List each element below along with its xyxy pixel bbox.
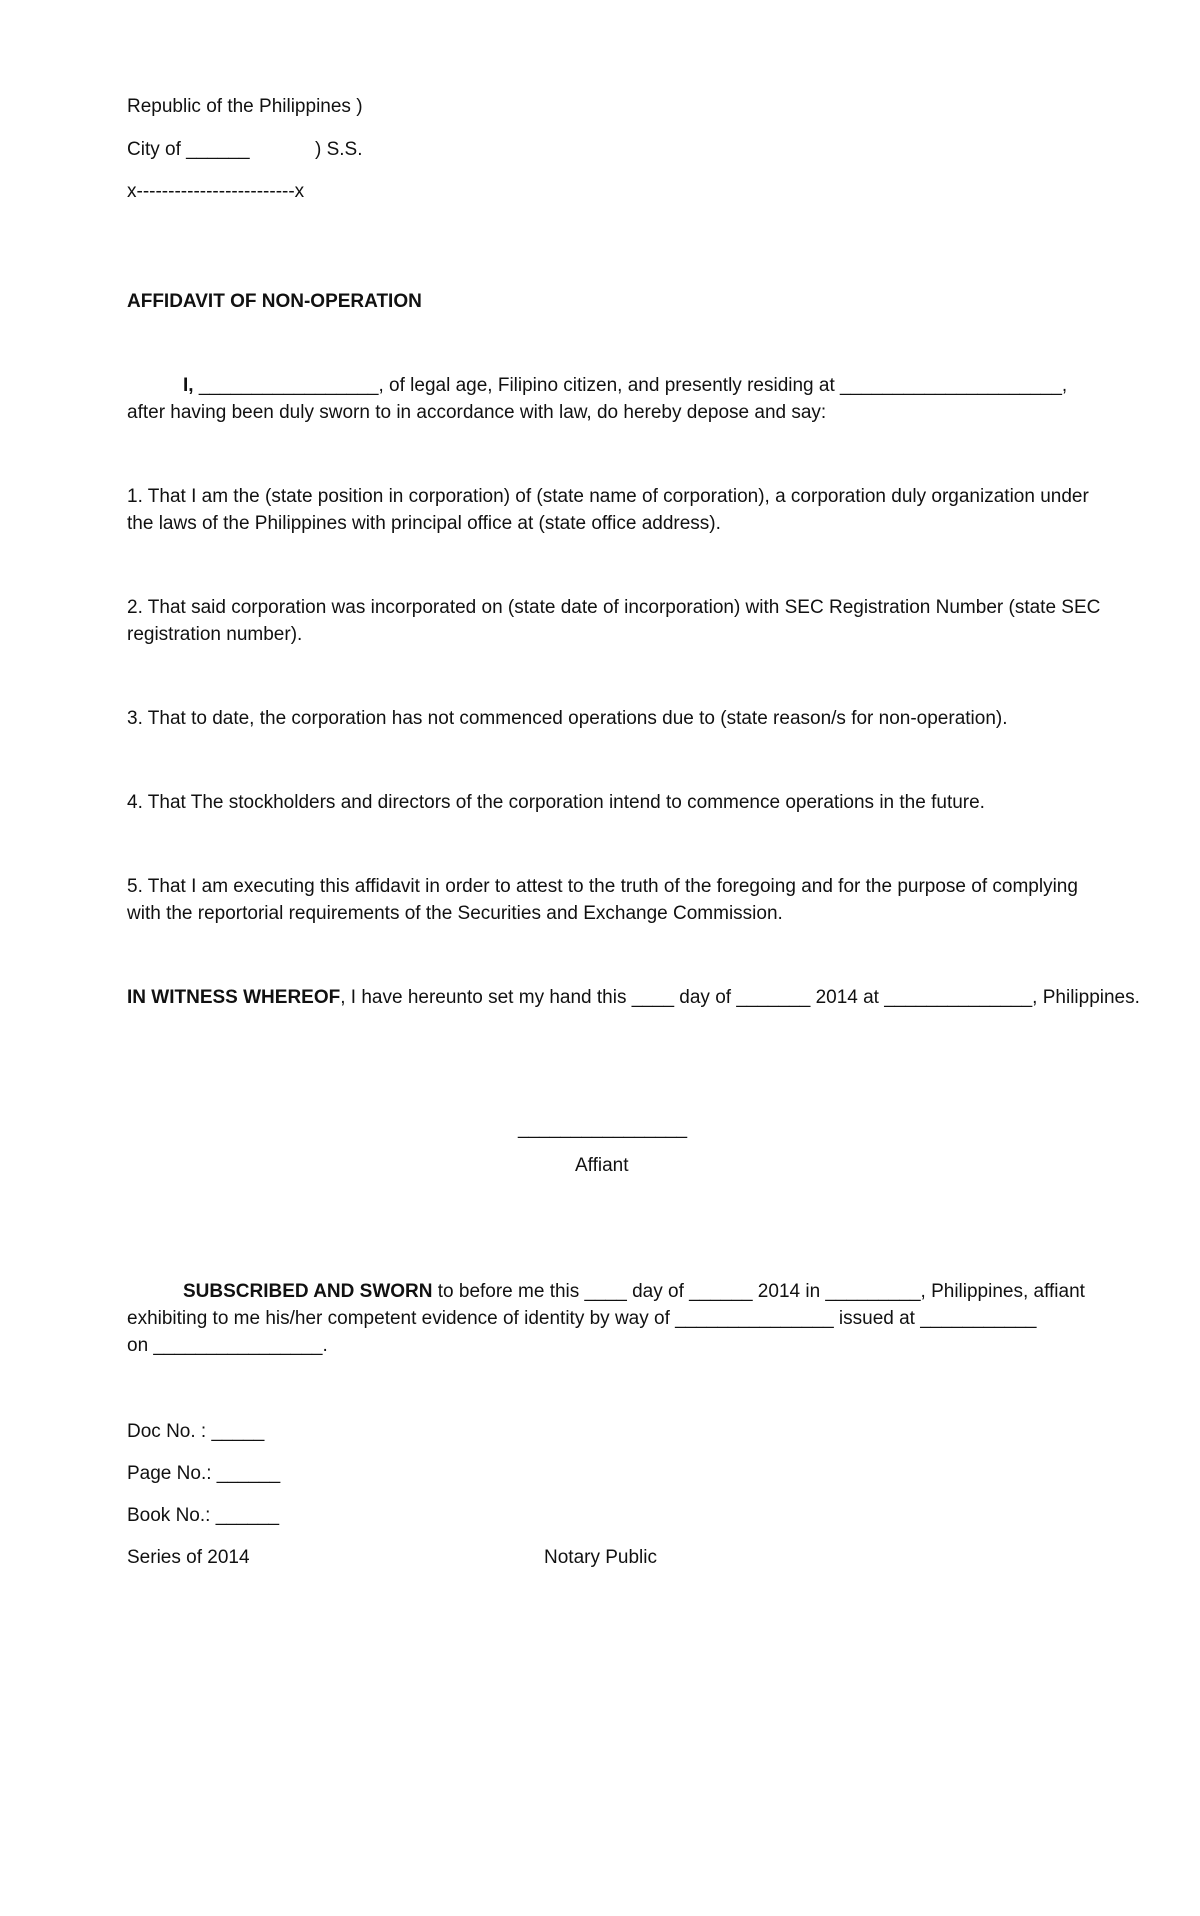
jurat-line-1 (183, 1278, 1085, 1305)
series-label: Series of 2014 (127, 1547, 250, 1568)
witness-text: , I have hereunto set my hand this ____ day of _______ 2014 at ______________, Philippines. (340, 987, 1140, 1008)
intro-text: _________________, of legal age, Filipino citizen, and presently residing at _____________________, after having been duly sworn to in accordance with law, do hereby depose and say: (127, 375, 1068, 423)
item-4: 4. That The stockholders and directors of the corporation intend to commence operations in the future. (127, 792, 985, 813)
witness-lead: IN WITNESS WHEREOF (127, 987, 341, 1008)
signature-line: ________________ (518, 1118, 688, 1139)
intro-lead: I, (183, 375, 194, 396)
page-no: Page No.: ______ (127, 1463, 281, 1484)
item-5: 5. That I am executing this affidavit in order to attest to the truth of the foregoing and for the purpose of complying with the reportorial requirements of the Securities and Exchange Commission. (127, 876, 1078, 924)
witness-paragraph (127, 984, 1140, 1011)
item-2: 2. That said corporation was incorporated on (state date of incorporation) with SEC Registration Number (state SEC registration number). (127, 597, 1101, 645)
ss-label: ) S.S. (315, 139, 363, 160)
jurat-line-2: exhibiting to me his/her competent evidence of identity by way of _______________ issued at ___________ (127, 1308, 1037, 1329)
item-1: 1. That I am the (state position in corporation) of (state name of corporation), a corporation duly organization under the laws of the Philippines with principal office at (state office address). (127, 486, 1089, 534)
book-no: Book No.: ______ (127, 1505, 280, 1526)
jurat-text-1: to before me this ____ day of ______ 2014 in _________, Philippines, affiant (432, 1281, 1085, 1302)
document-title: AFFIDAVIT OF NON-OPERATION (127, 291, 422, 312)
separator-line: x-------------------------x (127, 181, 305, 202)
item-3: 3. That to date, the corporation has not commenced operations due to (state reason/s for non-operation). (127, 708, 1008, 729)
city-line: City of ______ (127, 139, 250, 160)
republic-line: Republic of the Philippines ) (127, 96, 363, 117)
jurat-line-3: on ________________. (127, 1335, 328, 1356)
doc-no: Doc No. : _____ (127, 1421, 265, 1442)
affiant-label: Affiant (575, 1155, 629, 1176)
intro-paragraph (127, 372, 1107, 426)
notary-public-label: Notary Public (544, 1547, 657, 1568)
jurat-lead: SUBSCRIBED AND SWORN (183, 1281, 433, 1302)
